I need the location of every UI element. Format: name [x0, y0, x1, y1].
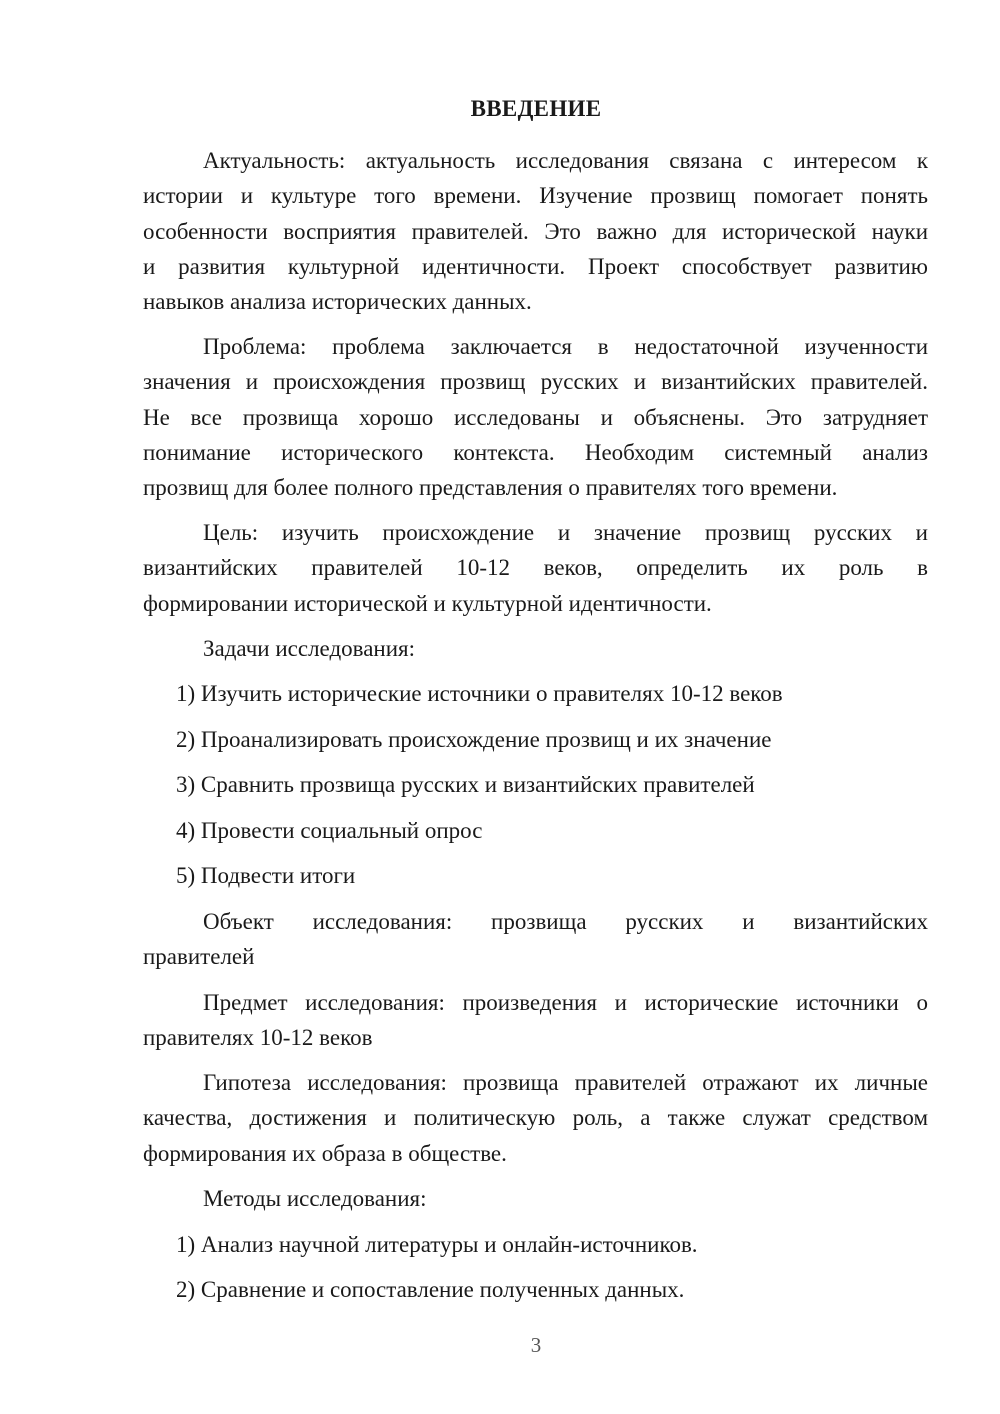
paragraph-line: Проблема: проблема заключается в недостаточной изученности — [203, 334, 928, 359]
paragraph-line: правителях 10-12 веков — [143, 1025, 373, 1051]
method-item: 1) Анализ научной литературы и онлайн-источников. — [176, 1232, 698, 1257]
goal-paragraph — [143, 515, 928, 621]
paragraph-line: Цель: изучить происхождение и значение прозвищ русских и — [203, 520, 928, 545]
paragraph-line: истории и культуре того времени. Изучение прозвищ помогает понять — [143, 183, 928, 209]
task-item: 5) Подвести итоги — [176, 863, 356, 888]
paragraph-line: прозвищ для более полного представления о правителях того времени. — [143, 475, 838, 501]
paragraph-line: Гипотеза исследования: прозвища правителей отражают их личные — [203, 1070, 928, 1095]
methods-heading: Методы исследования: — [203, 1186, 427, 1211]
paragraph-line: понимание исторического контекста. Необходим системный анализ — [143, 439, 928, 465]
task-item: 4) Провести социальный опрос — [176, 818, 483, 843]
subject-paragraph — [143, 985, 928, 1056]
problem-paragraph — [143, 329, 928, 505]
paragraph-line: Не все прозвища хорошо исследованы и объяснены. Это затрудняет — [143, 404, 928, 430]
paragraph-line: навыков анализа исторических данных. — [143, 289, 532, 315]
paragraph-line: Объект исследования: прозвища русских и византийских — [203, 909, 928, 934]
relevance-paragraph — [143, 143, 928, 319]
paragraph-line: Актуальность: актуальность исследования связана с интересом к — [203, 148, 928, 173]
paragraph-line: особенности восприятия правителей. Это важно для исторической науки — [143, 218, 928, 244]
paragraph-line: формирования их образа в обществе. — [143, 1140, 507, 1166]
paragraph-line: правителей — [143, 944, 255, 970]
task-item: 3) Сравнить прозвища русских и византийских правителей — [176, 772, 755, 797]
page-title: ВВЕДЕНИЕ — [470, 96, 602, 121]
paragraph-line: формировании исторической и культурной идентичности. — [143, 590, 712, 616]
page-number: 3 — [530, 1333, 542, 1357]
paragraph-line: византийских правителей 10-12 веков, определить их роль в — [143, 555, 928, 581]
paragraph-line: значения и происхождения прозвищ русских и византийских правителей. — [143, 369, 928, 395]
method-item: 2) Сравнение и сопоставление полученных данных. — [176, 1277, 685, 1302]
object-paragraph — [143, 904, 928, 975]
task-item: 2) Проанализировать происхождение прозвищ и их значение — [176, 727, 772, 752]
tasks-heading: Задачи исследования: — [203, 636, 416, 661]
hypothesis-paragraph — [143, 1065, 928, 1171]
paragraph-line: качества, достижения и политическую роль, а также служат средством — [143, 1105, 928, 1131]
paragraph-line: Предмет исследования: произведения и исторические источники о — [203, 990, 928, 1015]
task-item: 1) Изучить исторические источники о правителях 10-12 веков — [176, 681, 783, 706]
paragraph-line: и развития культурной идентичности. Проект способствует развитию — [143, 253, 928, 279]
